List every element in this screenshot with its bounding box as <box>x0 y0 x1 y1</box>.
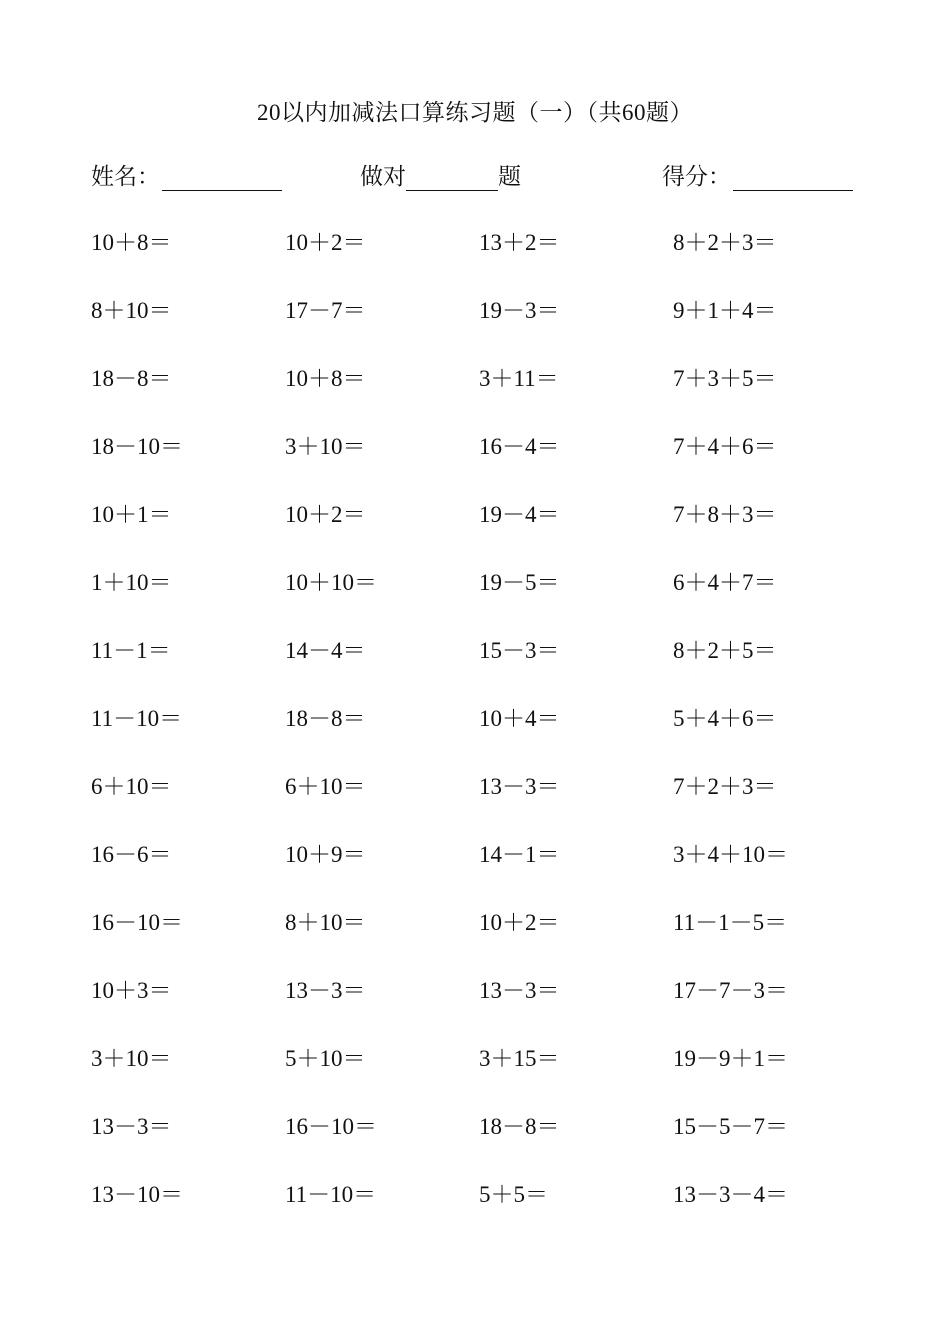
problem-item: 5＋10＝ <box>285 1046 366 1071</box>
problem-row <box>91 1044 891 1112</box>
problem-item: 16－10＝ <box>91 910 183 935</box>
problem-row <box>91 908 891 976</box>
correct-label-prefix: 做对 <box>360 164 406 189</box>
problem-item: 10＋8＝ <box>285 366 366 391</box>
problem-item: 14－1＝ <box>479 842 560 867</box>
problem-row <box>91 636 891 704</box>
worksheet-title: 20以内加减法口算练习题（一）（共60题） <box>257 100 693 125</box>
problem-item: 3＋10＝ <box>285 434 366 459</box>
problem-row <box>91 364 891 432</box>
problem-item: 10＋9＝ <box>285 842 366 867</box>
problem-item: 8＋2＋5＝ <box>673 638 777 663</box>
problem-item: 16－10＝ <box>285 1114 377 1139</box>
problem-item: 3＋4＋10＝ <box>673 842 788 867</box>
problem-item: 14－4＝ <box>285 638 366 663</box>
problem-item: 18－8＝ <box>285 706 366 731</box>
problem-item: 3＋11＝ <box>479 366 559 391</box>
problem-item: 13－3＝ <box>91 1114 172 1139</box>
problem-item: 10＋4＝ <box>479 706 560 731</box>
problem-item: 8＋10＝ <box>285 910 366 935</box>
problem-item: 5＋5＝ <box>479 1182 548 1207</box>
problem-row <box>91 976 891 1044</box>
problem-item: 13－10＝ <box>91 1182 183 1207</box>
problem-item: 10＋2＝ <box>285 502 366 527</box>
problem-row <box>91 296 891 364</box>
problem-item: 6＋10＝ <box>91 774 172 799</box>
problem-item: 11－1－5＝ <box>673 910 788 935</box>
problem-item: 11－10＝ <box>285 1182 377 1207</box>
problem-row <box>91 704 891 772</box>
problem-item: 7＋8＋3＝ <box>673 502 777 527</box>
problem-row <box>91 500 891 568</box>
correct-count-field <box>360 158 521 191</box>
problem-item: 18－10＝ <box>91 434 183 459</box>
score-field <box>662 158 853 191</box>
problem-item: 10＋2＝ <box>285 230 366 255</box>
problem-row <box>91 228 891 296</box>
name-field <box>91 158 282 191</box>
problem-item: 19－4＝ <box>479 502 560 527</box>
problem-item: 8＋2＋3＝ <box>673 230 777 255</box>
problem-item: 10＋2＝ <box>479 910 560 935</box>
problem-item: 11－10＝ <box>91 706 183 731</box>
problem-item: 13－3＝ <box>285 978 366 1003</box>
name-blank[interactable] <box>162 166 282 191</box>
problem-row <box>91 432 891 500</box>
correct-count-blank[interactable] <box>406 166 498 191</box>
problem-item: 13－3－4＝ <box>673 1182 788 1207</box>
problem-item: 13＋2＝ <box>479 230 560 255</box>
problem-row <box>91 568 891 636</box>
problem-item: 13－3＝ <box>479 978 560 1003</box>
problem-item: 3＋10＝ <box>91 1046 172 1071</box>
problem-item: 5＋4＋6＝ <box>673 706 777 731</box>
problem-item: 3＋15＝ <box>479 1046 560 1071</box>
problem-item: 15－5－7＝ <box>673 1114 788 1139</box>
problem-item: 19－3＝ <box>479 298 560 323</box>
problem-item: 1＋10＝ <box>91 570 172 595</box>
problem-item: 10＋10＝ <box>285 570 377 595</box>
problem-item: 17－7＝ <box>285 298 366 323</box>
problem-item: 9＋1＋4＝ <box>673 298 777 323</box>
problem-item: 10＋8＝ <box>91 230 172 255</box>
problem-item: 11－1＝ <box>91 638 171 663</box>
problem-item: 6＋4＋7＝ <box>673 570 777 595</box>
problem-row <box>91 1180 891 1248</box>
problem-row <box>91 772 891 840</box>
student-info-row <box>0 158 950 188</box>
problem-item: 8＋10＝ <box>91 298 172 323</box>
problem-item: 16－6＝ <box>91 842 172 867</box>
score-blank[interactable] <box>733 166 853 191</box>
problem-row <box>91 840 891 908</box>
problem-item: 18－8＝ <box>479 1114 560 1139</box>
problem-item: 10＋3＝ <box>91 978 172 1003</box>
problem-item: 10＋1＝ <box>91 502 172 527</box>
problem-item: 15－3＝ <box>479 638 560 663</box>
problem-item: 13－3＝ <box>479 774 560 799</box>
problem-item: 7＋3＋5＝ <box>673 366 777 391</box>
problem-item: 18－8＝ <box>91 366 172 391</box>
name-label: 姓名： <box>91 164 160 189</box>
problem-item: 6＋10＝ <box>285 774 366 799</box>
problem-item: 17－7－3＝ <box>673 978 788 1003</box>
problem-item: 7＋4＋6＝ <box>673 434 777 459</box>
problem-item: 7＋2＋3＝ <box>673 774 777 799</box>
score-label: 得分： <box>662 164 731 189</box>
problem-item: 19－9＋1＝ <box>673 1046 788 1071</box>
problem-item: 16－4＝ <box>479 434 560 459</box>
correct-label-suffix: 题 <box>498 164 521 189</box>
problem-grid <box>91 228 891 1248</box>
problem-item: 19－5＝ <box>479 570 560 595</box>
problem-row <box>91 1112 891 1180</box>
